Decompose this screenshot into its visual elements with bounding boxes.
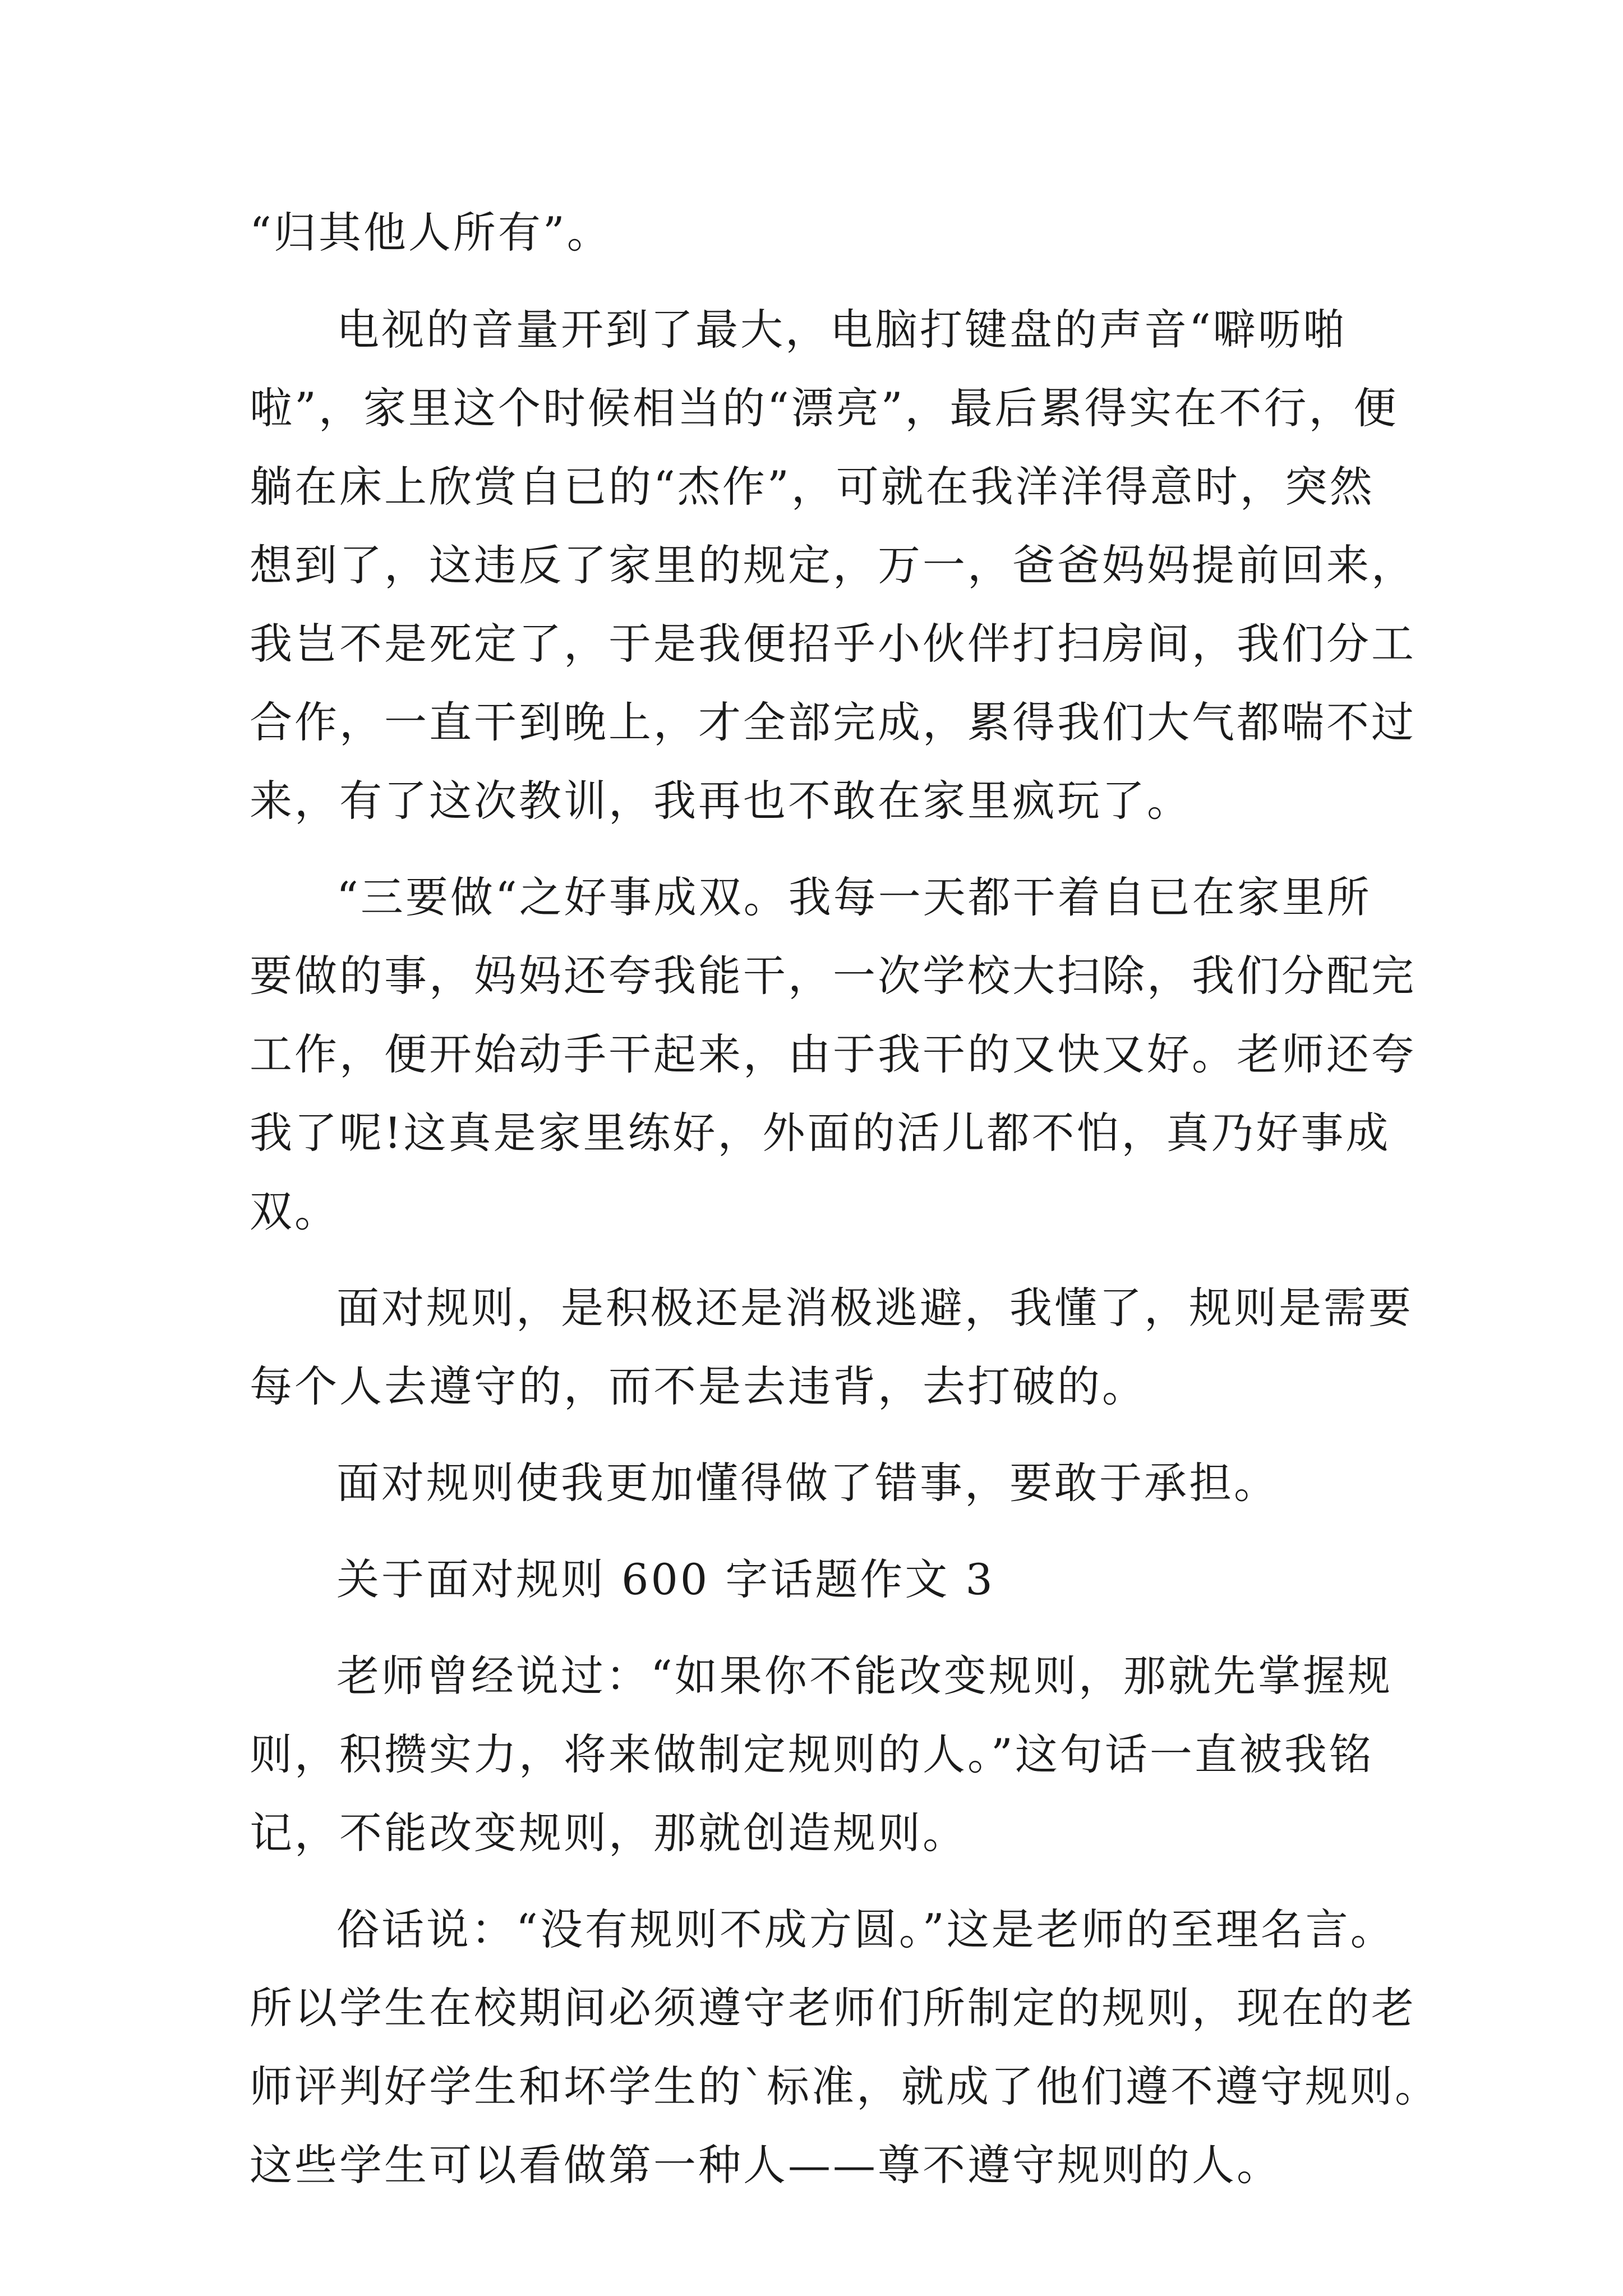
text-line: “归其他人所有”。 [250, 208, 612, 257]
text-line: 这些学生可以看做第一种人——尊不遵守规则的人。 [250, 2140, 1281, 2190]
text-line: 电视的音量开到了最大，电脑打键盘的声音“噼呖啪 [336, 305, 1348, 355]
text-line: 每个人去遵守的，而不是去违背，去打破的。 [250, 1361, 1147, 1411]
text-line: 则，积攒实力，将来做制定规则的人。”这句话一直被我铭 [250, 1729, 1374, 1779]
text-line: 合作，一直干到晚上，才全部完成，累得我们大气都喘不过 [250, 697, 1416, 747]
text-line: 我了呢!这真是家里练好，外面的活儿都不怕，真乃好事成 [250, 1108, 1391, 1158]
text-line: 我岂不是死定了，于是我便招乎小伙伴打扫房间，我们分工 [250, 619, 1416, 669]
text-line: 来，有了这次教训，我再也不敢在家里疯玩了。 [250, 776, 1192, 826]
text-line: 所以学生在校期间必须遵守老师们所制定的规则，现在的老 [250, 1983, 1416, 2033]
text-line: 要做的事，妈妈还夸我能干，一次学校大扫除，我们分配完 [250, 951, 1416, 1001]
text-line: 躺在床上欣赏自已的“杰作”，可就在我洋洋得意时，突然 [250, 462, 1375, 512]
essay-heading: 关于面对规则 600 字话题作文 3 [336, 1554, 995, 1604]
text-line: 师评判好学生和坏学生的`标准，就成了他们遵不遵守规则。 [250, 2062, 1440, 2111]
text-line: 双。 [250, 1186, 339, 1236]
text-line: 工作，便开始动手干起来，由于我干的又快又好。老师还夸 [250, 1029, 1416, 1079]
text-line: 面对规则使我更加懂得做了错事，要敢于承担。 [336, 1458, 1279, 1508]
text-line: 啦”，家里这个时候相当的“漂亮”，最后累得实在不行，便 [250, 383, 1399, 433]
text-line: 记，不能改变规则，那就创造规则。 [250, 1808, 967, 1858]
text-line: 俗话说：“没有规则不成方圆。”这是老师的至理名言。 [336, 1904, 1395, 1954]
text-line: 老师曾经说过：“如果你不能改变规则，那就先掌握规 [336, 1651, 1393, 1701]
text-line: 想到了，这违反了家里的规定，万一，爸爸妈妈提前回来， [250, 540, 1416, 590]
text-line: “三要做“之好事成双。我每一天都干着自已在家里所 [336, 872, 1372, 922]
text-line: 面对规则，是积极还是消极逃避，我懂了，规则是需要 [336, 1283, 1413, 1333]
